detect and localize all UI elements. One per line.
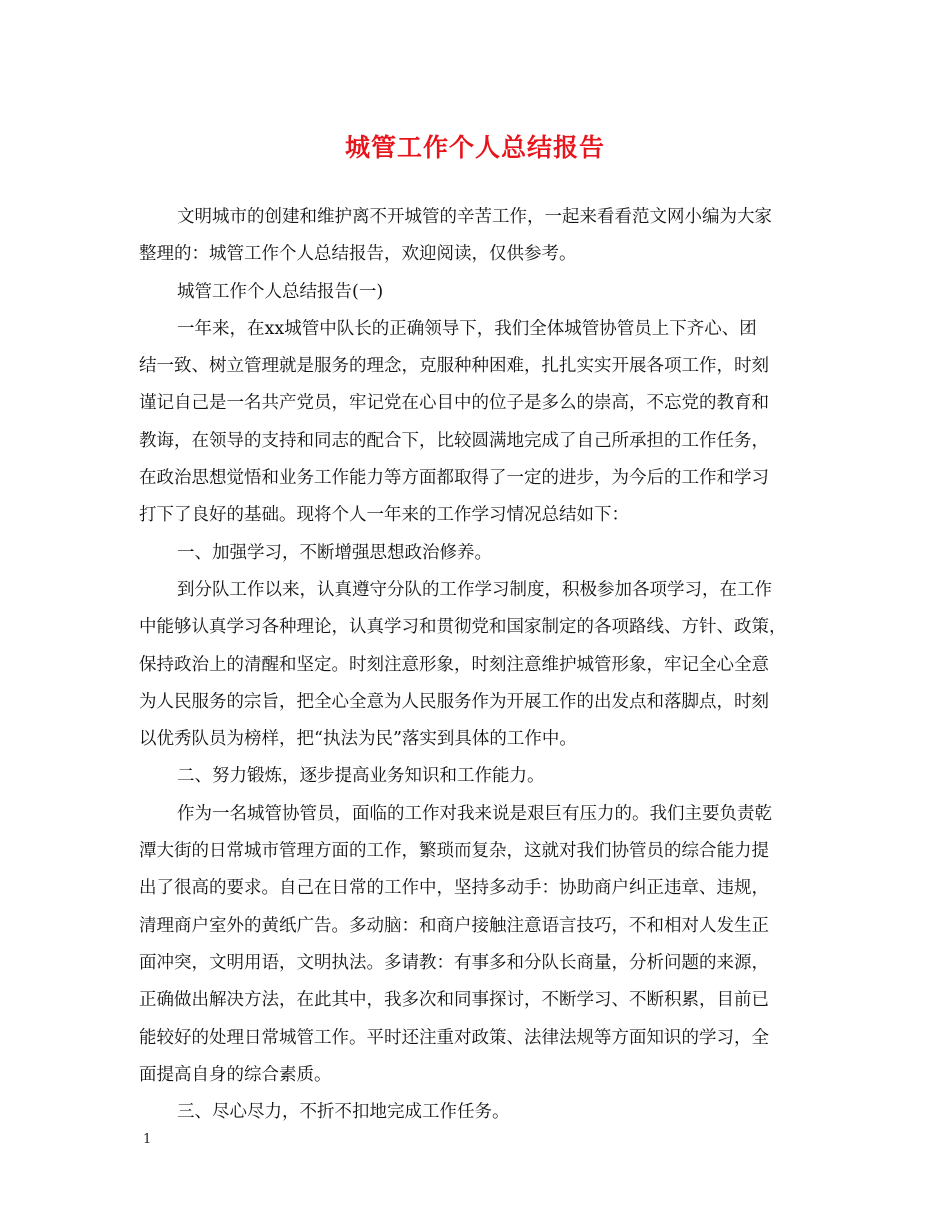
text-line: 出了很高的要求。自己在日常的工作中，坚持多动手：协助商户纠正违章、违规，	[139, 878, 769, 899]
text-line: 清理商户室外的黄纸广告。多动脑：和商户接触注意语言技巧，不和相对人发生正	[139, 915, 769, 936]
text-line: 二、努力锻炼，逐步提高业务知识和工作能力。	[177, 766, 545, 787]
text-line: 面冲突，文明用语，文明执法。多请教：有事多和分队长商量，分析问题的来源，	[139, 952, 769, 973]
text-line: 作为一名城管协管员，面临的工作对我来说是艰巨有压力的。我们主要负责乾	[177, 803, 772, 824]
text-line: 到分队工作以来，认真遵守分队的工作学习制度，积极参加各项学习，在工作	[177, 579, 772, 600]
text-line: 结一致、树立管理就是服务的理念，克服种种困难，扎扎实实开展各项工作，时刻	[139, 356, 769, 377]
text-line: 能较好的处理日常城管工作。平时还注重对政策、法律法规等方面知识的学习，全	[139, 1027, 769, 1048]
text-line: 在政治思想觉悟和业务工作能力等方面都取得了一定的进步，为今后的工作和学习	[139, 468, 769, 489]
text-line: 中能够认真学习各种理论，认真学习和贯彻党和国家制定的各项路线、方针、政策，	[139, 617, 787, 638]
text-line: 谨记自己是一名共产党员，牢记党在心目中的位子是多么的崇高，不忘党的教育和	[139, 393, 769, 414]
text-line: 教诲，在领导的支持和同志的配合下，比较圆满地完成了自己所承担的工作任务，	[139, 430, 769, 451]
text-line: 面提高自身的综合素质。	[139, 1064, 332, 1085]
text-line: 城管工作个人总结报告(一)	[177, 281, 384, 302]
text-line: 正确做出解决方法，在此其中，我多次和同事探讨，不断学习、不断积累，目前已	[139, 990, 769, 1011]
text-line: 以优秀队员为榜样，把“执法为民”落实到具体的工作中。	[139, 729, 577, 750]
document-body	[139, 199, 819, 1131]
text-line: 保持政治上的清醒和坚定。时刻注意形象，时刻注意维护城管形象，牢记全心全意	[139, 654, 769, 675]
text-line: 潭大街的日常城市管理方面的工作，繁琐而复杂，这就对我们协管员的综合能力提	[139, 841, 769, 862]
text-line: 打下了良好的基础。现将个人一年来的工作学习情况总结如下：	[139, 505, 629, 526]
document-title: 城管工作个人总结报告	[344, 133, 605, 162]
text-line: 为人民服务的宗旨，把全心全意为人民服务作为开展工作的出发点和落脚点，时刻	[139, 691, 769, 712]
text-line: 整理的：城管工作个人总结报告，欢迎阅读，仅供参考。	[139, 244, 577, 265]
text-line: 三、尽心尽力，不折不扣地完成工作任务。	[177, 1102, 510, 1123]
page-number: 1	[143, 1132, 152, 1147]
text-line: 文明城市的创建和维护离不开城管的辛苦工作，一起来看看范文网小编为大家	[177, 207, 772, 227]
text-line: 一、加强学习，不断增强思想政治修养。	[177, 542, 492, 563]
text-line: 一年来，在xx城管中队长的正确领导下，我们全体城管协管员上下齐心、团	[177, 318, 757, 339]
